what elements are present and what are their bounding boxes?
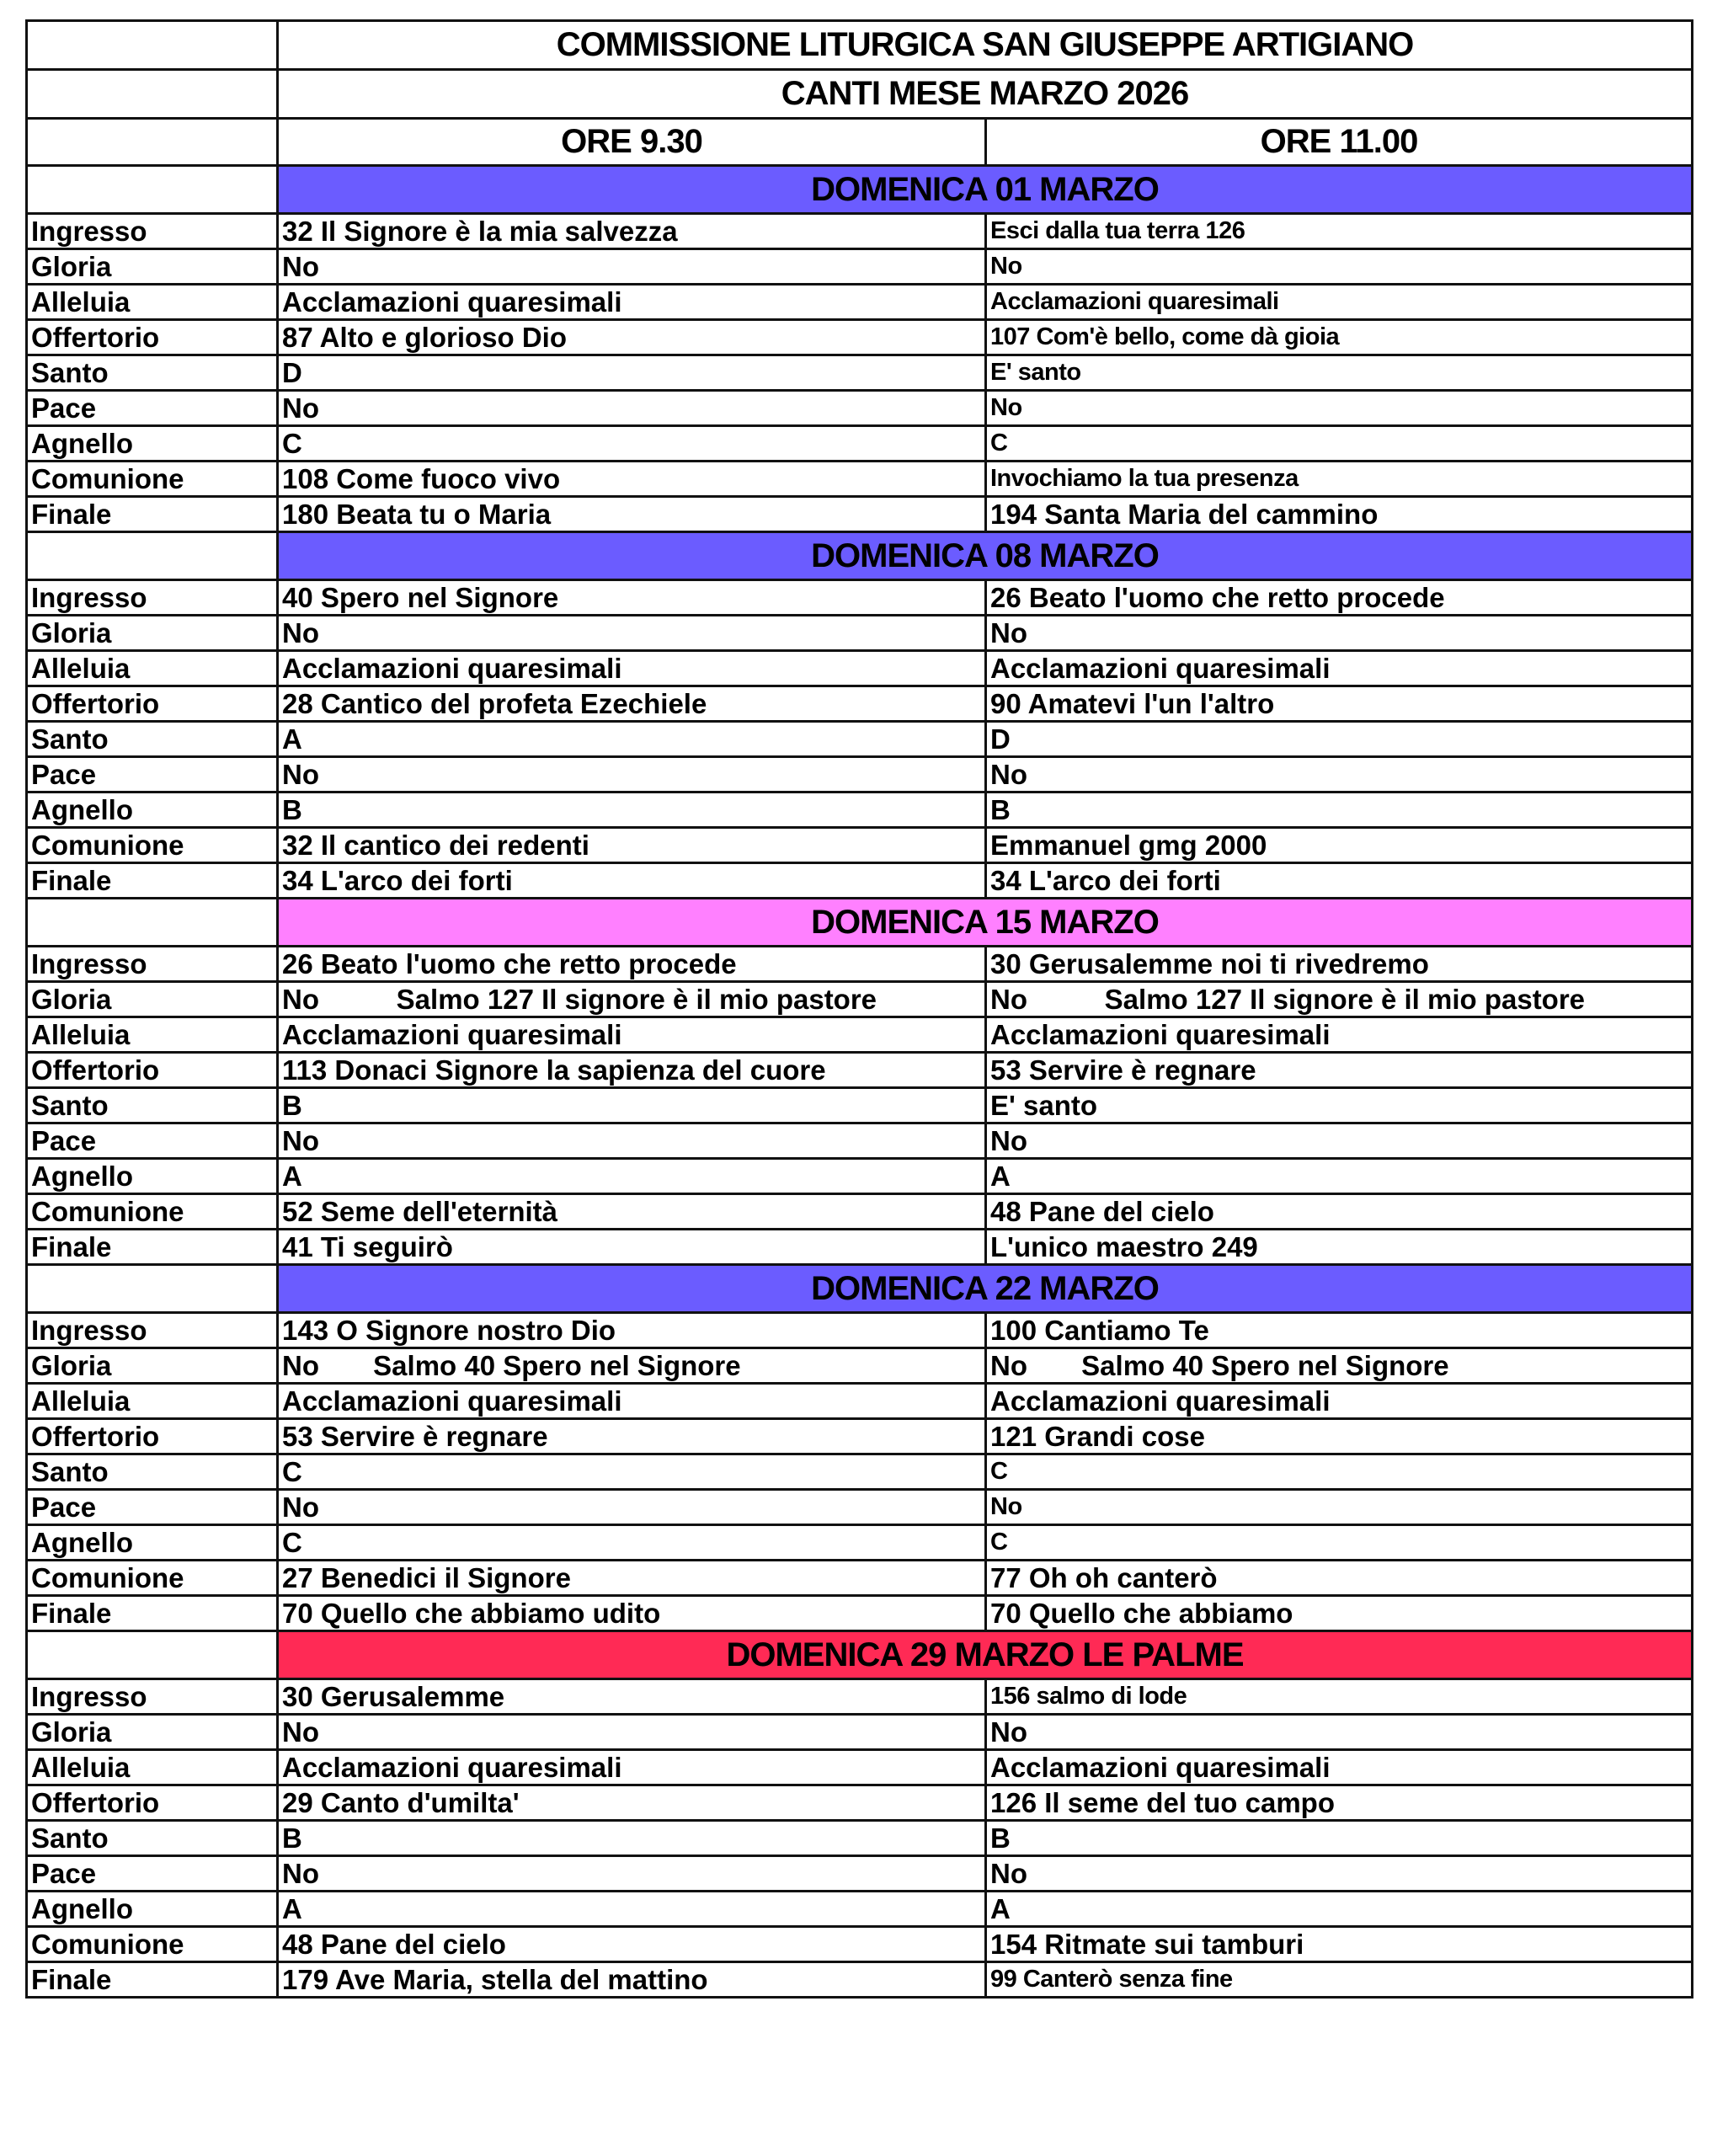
- liturgy-part-label: Santo: [27, 1454, 278, 1490]
- liturgy-part-label: Comunione: [27, 1194, 278, 1230]
- empty-cell: [27, 1265, 278, 1313]
- empty-cell: [27, 1631, 278, 1679]
- song-1100: B: [986, 792, 1693, 828]
- song-1100: E' santo: [986, 355, 1693, 391]
- table-row: [27, 1017, 1693, 1053]
- table-row: [27, 497, 1693, 532]
- table-row: [27, 214, 1693, 249]
- song-1100: 48 Pane del cielo: [986, 1194, 1693, 1230]
- empty-cell: [27, 166, 278, 214]
- time-header-930: ORE 9.30: [278, 119, 986, 166]
- liturgy-part-label: Gloria: [27, 1715, 278, 1750]
- liturgy-part-label: Ingresso: [27, 1679, 278, 1715]
- table-row: [27, 863, 1693, 899]
- liturgy-part-label: Offertorio: [27, 1785, 278, 1821]
- song-930: 53 Servire è regnare: [278, 1419, 986, 1454]
- song-1100: 107 Com'è bello, come dà gioia: [986, 320, 1693, 355]
- song-1100: L'unico maestro 249: [986, 1230, 1693, 1265]
- empty-cell: [27, 21, 278, 70]
- song-1100: Invochiamo la tua presenza: [986, 462, 1693, 497]
- song-930: C: [278, 1525, 986, 1561]
- song-1100: 121 Grandi cose: [986, 1419, 1693, 1454]
- liturgy-part-label: Alleluia: [27, 1017, 278, 1053]
- liturgy-part-label: Alleluia: [27, 1384, 278, 1419]
- liturgy-part-label: Gloria: [27, 249, 278, 285]
- title-row: [27, 21, 1693, 70]
- liturgy-part-label: Finale: [27, 1596, 278, 1631]
- table-row: [27, 1384, 1693, 1419]
- liturgy-part-label: Finale: [27, 1962, 278, 1998]
- song-930: 87 Alto e glorioso Dio: [278, 320, 986, 355]
- song-930: 41 Ti seguirò: [278, 1230, 986, 1265]
- song-930: A: [278, 1892, 986, 1927]
- song-930: 179 Ave Maria, stella del mattino: [278, 1962, 986, 1998]
- song-1100: Acclamazioni quaresimali: [986, 285, 1693, 320]
- liturgy-part-label: Finale: [27, 497, 278, 532]
- table-row: [27, 828, 1693, 863]
- table-row: [27, 1892, 1693, 1927]
- song-1100: D: [986, 722, 1693, 757]
- table-row: [27, 285, 1693, 320]
- sunday-title: DOMENICA 08 MARZO: [278, 532, 1693, 580]
- song-930: 180 Beata tu o Maria: [278, 497, 986, 532]
- liturgy-part-label: Santo: [27, 722, 278, 757]
- table-row: [27, 686, 1693, 722]
- liturgy-part-label: Pace: [27, 757, 278, 792]
- song-1100: No: [986, 249, 1693, 285]
- table-row: [27, 1313, 1693, 1348]
- table-row: [27, 1194, 1693, 1230]
- song-1100: 70 Quello che abbiamo: [986, 1596, 1693, 1631]
- song-930: No: [278, 249, 986, 285]
- table-row: [27, 1348, 1693, 1384]
- song-1100: 34 L'arco dei forti: [986, 863, 1693, 899]
- song-1100: 26 Beato l'uomo che retto procede: [986, 580, 1693, 616]
- table-row: [27, 1927, 1693, 1962]
- song-930: Acclamazioni quaresimali: [278, 1750, 986, 1785]
- song-930: 52 Seme dell'eternità: [278, 1194, 986, 1230]
- song-1100: Acclamazioni quaresimali: [986, 651, 1693, 686]
- liturgy-part-label: Offertorio: [27, 1419, 278, 1454]
- liturgy-part-label: Gloria: [27, 616, 278, 651]
- liturgy-part-label: Comunione: [27, 1927, 278, 1962]
- table-row: [27, 1596, 1693, 1631]
- song-930: 28 Cantico del profeta Ezechiele: [278, 686, 986, 722]
- table-row: [27, 1419, 1693, 1454]
- song-930: C: [278, 1454, 986, 1490]
- liturgy-part-label: Finale: [27, 1230, 278, 1265]
- song-1100: Esci dalla tua terra 126: [986, 214, 1693, 249]
- table-row: [27, 1088, 1693, 1123]
- liturgy-part-label: Comunione: [27, 462, 278, 497]
- song-1100: 53 Servire è regnare: [986, 1053, 1693, 1088]
- song-1100: No: [986, 1856, 1693, 1892]
- liturgy-part-label: Alleluia: [27, 651, 278, 686]
- sunday-header-row: [27, 532, 1693, 580]
- song-930: 48 Pane del cielo: [278, 1927, 986, 1962]
- song-930: D: [278, 355, 986, 391]
- document-title: COMMISSIONE LITURGICA SAN GIUSEPPE ARTIGIANO: [278, 21, 1693, 70]
- song-930: 29 Canto d'umilta': [278, 1785, 986, 1821]
- song-1100: 90 Amatevi l'un l'altro: [986, 686, 1693, 722]
- table-row: [27, 757, 1693, 792]
- song-1100: A: [986, 1159, 1693, 1194]
- song-1100: No: [986, 391, 1693, 426]
- liturgy-part-label: Alleluia: [27, 1750, 278, 1785]
- table-row: [27, 1561, 1693, 1596]
- song-1100: 194 Santa Maria del cammino: [986, 497, 1693, 532]
- liturgy-part-label: Pace: [27, 1856, 278, 1892]
- table-row: [27, 462, 1693, 497]
- song-1100: 77 Oh oh canterò: [986, 1561, 1693, 1596]
- sunday-header-row: [27, 1631, 1693, 1679]
- song-930: 113 Donaci Signore la sapienza del cuore: [278, 1053, 986, 1088]
- song-1100: Emmanuel gmg 2000: [986, 828, 1693, 863]
- song-930: Acclamazioni quaresimali: [278, 1017, 986, 1053]
- table-row: [27, 1454, 1693, 1490]
- song-1100: 154 Ritmate sui tamburi: [986, 1927, 1693, 1962]
- song-930: No Salmo 40 Spero nel Signore: [278, 1348, 986, 1384]
- song-930: No: [278, 1715, 986, 1750]
- document-subtitle: CANTI MESE MARZO 2026: [278, 70, 1693, 119]
- song-1100: B: [986, 1821, 1693, 1856]
- liturgy-part-label: Offertorio: [27, 1053, 278, 1088]
- song-1100: 99 Canterò senza fine: [986, 1962, 1693, 1998]
- song-930: B: [278, 1088, 986, 1123]
- song-930: 32 Il cantico dei redenti: [278, 828, 986, 863]
- song-930: B: [278, 792, 986, 828]
- table-row: [27, 1821, 1693, 1856]
- song-1100: C: [986, 426, 1693, 462]
- song-1100: No: [986, 1490, 1693, 1525]
- song-1100: 156 salmo di lode: [986, 1679, 1693, 1715]
- table-row: [27, 651, 1693, 686]
- song-1100: Acclamazioni quaresimali: [986, 1017, 1693, 1053]
- empty-cell: [27, 532, 278, 580]
- song-930: 32 Il Signore è la mia salvezza: [278, 214, 986, 249]
- table-row: [27, 722, 1693, 757]
- liturgy-part-label: Offertorio: [27, 320, 278, 355]
- song-1100: No: [986, 1715, 1693, 1750]
- liturgy-part-label: Ingresso: [27, 580, 278, 616]
- song-930: 30 Gerusalemme: [278, 1679, 986, 1715]
- sunday-title: DOMENICA 22 MARZO: [278, 1265, 1693, 1313]
- song-930: 108 Come fuoco vivo: [278, 462, 986, 497]
- sunday-header-row: [27, 166, 1693, 214]
- song-930: Acclamazioni quaresimali: [278, 651, 986, 686]
- table-row: [27, 1525, 1693, 1561]
- liturgy-part-label: Offertorio: [27, 686, 278, 722]
- song-930: 34 L'arco dei forti: [278, 863, 986, 899]
- table-row: [27, 1679, 1693, 1715]
- time-header-1100: ORE 11.00: [986, 119, 1693, 166]
- song-1100: C: [986, 1454, 1693, 1490]
- liturgy-part-label: Ingresso: [27, 214, 278, 249]
- song-930: Acclamazioni quaresimali: [278, 1384, 986, 1419]
- liturgy-part-label: Gloria: [27, 982, 278, 1017]
- song-1100: A: [986, 1892, 1693, 1927]
- song-1100: No: [986, 1123, 1693, 1159]
- liturgy-part-label: Gloria: [27, 1348, 278, 1384]
- table-row: [27, 1750, 1693, 1785]
- song-1100: C: [986, 1525, 1693, 1561]
- sunday-title: DOMENICA 15 MARZO: [278, 899, 1693, 947]
- table-row: [27, 1159, 1693, 1194]
- liturgy-part-label: Santo: [27, 1088, 278, 1123]
- table-row: [27, 1053, 1693, 1088]
- song-930: No Salmo 127 Il signore è il mio pastore: [278, 982, 986, 1017]
- table-row: [27, 1785, 1693, 1821]
- song-930: 26 Beato l'uomo che retto procede: [278, 947, 986, 982]
- liturgy-part-label: Agnello: [27, 1159, 278, 1194]
- table-row: [27, 616, 1693, 651]
- empty-cell: [27, 899, 278, 947]
- liturgy-part-label: Santo: [27, 355, 278, 391]
- liturgy-part-label: Pace: [27, 1490, 278, 1525]
- table-row: [27, 792, 1693, 828]
- table-row: [27, 982, 1693, 1017]
- sunday-title: DOMENICA 29 MARZO LE PALME: [278, 1631, 1693, 1679]
- table-row: [27, 249, 1693, 285]
- liturgy-part-label: Santo: [27, 1821, 278, 1856]
- liturgy-part-label: Finale: [27, 863, 278, 899]
- liturgy-part-label: Pace: [27, 391, 278, 426]
- liturgy-part-label: Agnello: [27, 792, 278, 828]
- song-1100: 126 Il seme del tuo campo: [986, 1785, 1693, 1821]
- table-row: [27, 580, 1693, 616]
- liturgy-part-label: Agnello: [27, 1525, 278, 1561]
- song-1100: 30 Gerusalemme noi ti rivedremo: [986, 947, 1693, 982]
- song-1100: Acclamazioni quaresimali: [986, 1384, 1693, 1419]
- subtitle-row: [27, 70, 1693, 119]
- song-930: A: [278, 722, 986, 757]
- song-930: C: [278, 426, 986, 462]
- song-930: No: [278, 391, 986, 426]
- song-930: Acclamazioni quaresimali: [278, 285, 986, 320]
- liturgy-part-label: Ingresso: [27, 1313, 278, 1348]
- table-row: [27, 1962, 1693, 1998]
- time-header-row: [27, 119, 1693, 166]
- song-1100: E' santo: [986, 1088, 1693, 1123]
- empty-cell: [27, 119, 278, 166]
- liturgy-part-label: Comunione: [27, 1561, 278, 1596]
- song-930: No: [278, 1490, 986, 1525]
- liturgy-part-label: Ingresso: [27, 947, 278, 982]
- table-row: [27, 1856, 1693, 1892]
- song-1100: No Salmo 127 Il signore è il mio pastore: [986, 982, 1693, 1017]
- song-930: No: [278, 616, 986, 651]
- table-row: [27, 1490, 1693, 1525]
- song-1100: Acclamazioni quaresimali: [986, 1750, 1693, 1785]
- song-930: No: [278, 757, 986, 792]
- song-1100: No: [986, 757, 1693, 792]
- song-930: B: [278, 1821, 986, 1856]
- liturgy-part-label: Agnello: [27, 1892, 278, 1927]
- songs-schedule-table: [25, 19, 1693, 1999]
- table-row: [27, 947, 1693, 982]
- table-row: [27, 391, 1693, 426]
- table-row: [27, 320, 1693, 355]
- song-930: 27 Benedici il Signore: [278, 1561, 986, 1596]
- song-1100: No Salmo 40 Spero nel Signore: [986, 1348, 1693, 1384]
- song-930: 40 Spero nel Signore: [278, 580, 986, 616]
- liturgy-part-label: Pace: [27, 1123, 278, 1159]
- song-930: 143 O Signore nostro Dio: [278, 1313, 986, 1348]
- sunday-header-row: [27, 1265, 1693, 1313]
- table-row: [27, 426, 1693, 462]
- song-1100: 100 Cantiamo Te: [986, 1313, 1693, 1348]
- song-930: No: [278, 1856, 986, 1892]
- song-930: No: [278, 1123, 986, 1159]
- song-930: A: [278, 1159, 986, 1194]
- song-1100: No: [986, 616, 1693, 651]
- table-row: [27, 1715, 1693, 1750]
- liturgy-part-label: Agnello: [27, 426, 278, 462]
- sunday-title: DOMENICA 01 MARZO: [278, 166, 1693, 214]
- empty-cell: [27, 70, 278, 119]
- liturgy-part-label: Comunione: [27, 828, 278, 863]
- song-930: 70 Quello che abbiamo udito: [278, 1596, 986, 1631]
- table-row: [27, 1230, 1693, 1265]
- table-row: [27, 355, 1693, 391]
- sunday-header-row: [27, 899, 1693, 947]
- liturgy-part-label: Alleluia: [27, 285, 278, 320]
- table-row: [27, 1123, 1693, 1159]
